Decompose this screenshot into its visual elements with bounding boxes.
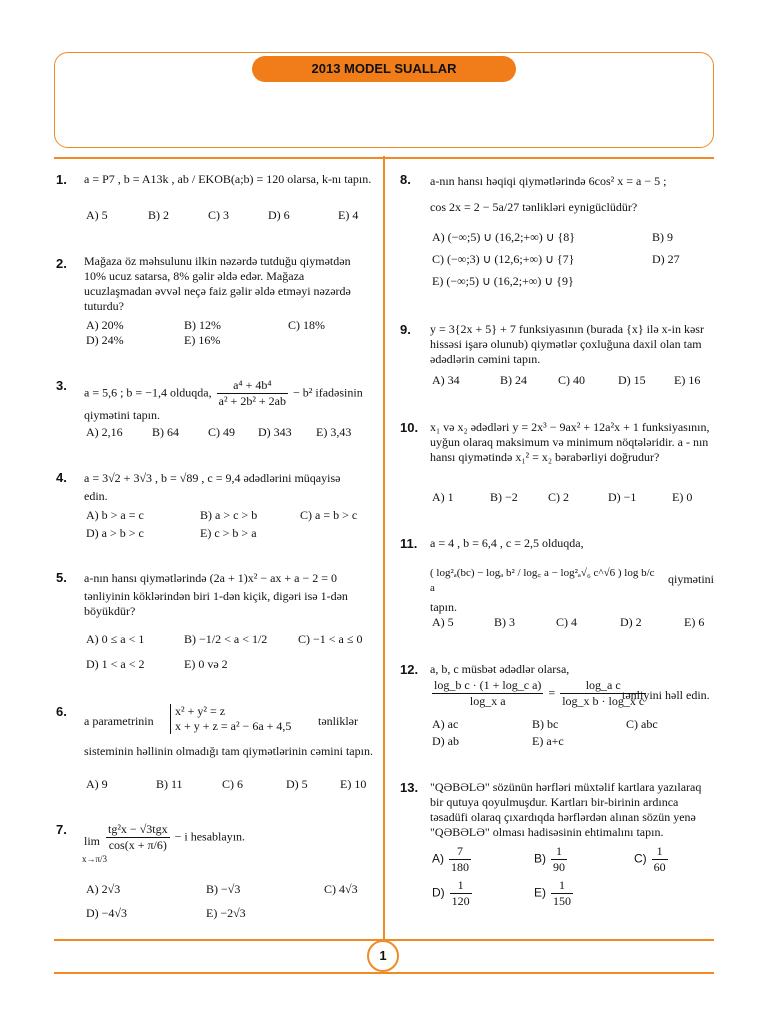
question-text: x₁ və x₂ ədədləri y = 2x³ − 9ax² + 12a²x + 1 funksiyasının, uyğun olaraq maksimum və minimum nöqtələridir. a - nın hansı qiymətində x₁² = x₂ bərabərliyi doğrudur? [430, 420, 710, 464]
question-text: tənliyini həll edin. [622, 688, 710, 702]
answer-option: D) 2 [620, 615, 642, 629]
fraction-numerator: a⁴ + 4b⁴ [217, 378, 288, 394]
fraction-numerator: log_a c [560, 678, 646, 694]
question-text: edin. [84, 489, 108, 503]
fraction [106, 822, 170, 853]
page-title: 2013 MODEL SUALLAR [252, 56, 516, 82]
answer-option: A) 5 [432, 615, 454, 629]
fraction [551, 878, 573, 909]
answer-option: E) 0 və 2 [184, 657, 228, 671]
answer-option: B) −1/2 < a < 1/2 [184, 632, 268, 646]
question-text: tapın. [430, 600, 457, 614]
answer-option: E) 3,43 [316, 425, 352, 439]
answer-option: A) 5 [86, 208, 108, 222]
answer-option: C) 49 [208, 425, 235, 439]
answer-option: C) 4 [556, 615, 577, 629]
answer-option: B) 24 [500, 373, 527, 387]
answer-option: B) −2 [490, 490, 518, 504]
answer-option: D) 1 < a < 2 [86, 657, 145, 671]
answer-option: D) 6 [268, 208, 290, 222]
equation-system [170, 704, 291, 734]
fraction-denominator: 180 [451, 860, 469, 874]
question-number: 9. [400, 322, 411, 337]
answer-option: C) 3 [208, 208, 229, 222]
fraction-denominator: a² + 2b² + 2ab [218, 394, 287, 408]
answer-option: D) −4√3 [86, 906, 128, 920]
question-number: 10. [400, 420, 419, 435]
answer-option: D) 27 [652, 252, 680, 266]
answer-option: A) 0 ≤ a < 1 [86, 632, 145, 646]
answer-option: C) (−∞;3) ∪ (12,6;+∞) ∪ {7} [432, 252, 575, 266]
answer-option: A) 2,16 [86, 425, 123, 439]
fraction-numerator: 1 [450, 878, 472, 894]
answer-option: E) 10 [340, 777, 367, 791]
answer-option: E) 16 [674, 373, 701, 387]
question-text: tənliyinin köklərindən biri 1-dən kiçik, digəri isə 1-dən böyükdür? [84, 589, 348, 618]
answer-option: C) −1 < a ≤ 0 [298, 632, 363, 646]
question-number: 2. [56, 256, 67, 271]
answer-option: A) ac [432, 717, 459, 731]
fraction-denominator: 60 [653, 860, 666, 874]
answer-option: D) ab [432, 734, 459, 748]
answer-option: E) 4 [338, 208, 359, 222]
limit-symbol: lim [84, 834, 101, 848]
question-number: 12. [400, 662, 419, 677]
answer-option [432, 844, 473, 875]
answer-option [534, 844, 569, 875]
fraction [551, 844, 567, 875]
question-text: tənliklər [318, 714, 358, 728]
question-text: cos 2x = 2 − 5a/27 tənlikləri eynigüclüdür? [430, 200, 638, 214]
answer-option: B) 11 [156, 777, 183, 791]
question-text: Mağaza öz məhsulunu ilkin nəzərdə tutduğu qiymətdən 10% ucuz satarsa, 8% gəlir əldə edər. Mağaza ucuzlaşmadan əvvəl neçə faiz gəlir əldə etməyi nəzərdə tuturdu? [84, 254, 351, 313]
answer-option [634, 844, 670, 875]
question-text: a = 3√2 + 3√3 , b = √89 , c = 9,4 ədədlərini müqayisə [84, 471, 341, 485]
option-label: D) [432, 885, 445, 900]
question-text [104, 822, 245, 853]
answer-option: C) 2 [548, 490, 569, 504]
fraction-denominator: log_x b · log_x c [562, 694, 645, 708]
option-label: E) [534, 885, 546, 900]
question-number: 4. [56, 470, 67, 485]
question-text: sisteminin həllinin olmadığı tam qiymətlərinin cəmini tapın. [84, 744, 373, 758]
question-text: a-nın hansı qiymətlərində (2a + 1)x² − ax + a − 2 = 0 [84, 571, 338, 585]
fraction-denominator: 150 [553, 894, 571, 908]
question-text-part: − i hesablayın. [174, 829, 246, 844]
answer-option: D) −1 [608, 490, 637, 504]
option-label: C) [634, 851, 647, 866]
question-number: 3. [56, 378, 67, 393]
answer-option: A) 20% [86, 318, 124, 332]
answer-option: A) 1 [432, 490, 454, 504]
answer-option: B) 12% [184, 318, 221, 332]
equation: $\frac{\text{log\_b c · (1 + log\_c a)}}{\text{log\_x a}}$ = $\frac{\text{log\_a c}}{\text{log\_x b · log\_x c}}$ [434, 678, 645, 708]
fraction-numerator: 1 [652, 844, 668, 860]
question-text-part: − b² ifadəsinin [293, 385, 363, 400]
fraction-denominator: 120 [451, 894, 470, 908]
question-text: y = 3{2x + 5} + 7 funksiyasının (burada {x} ilə x-in kəsr hissəsi işarə olunub) qiymətlər çoxluğuna daxil olan tam ədədlərin cəmini tapın. [430, 322, 704, 366]
fraction-numerator: 1 [551, 844, 567, 860]
answer-option: C) 18% [288, 318, 325, 332]
question-text: qiymətini tapın. [84, 408, 160, 422]
answer-option: E) 0 [672, 490, 693, 504]
answer-option: B) 64 [152, 425, 179, 439]
question-text: "QƏBƏLƏ" sözünün hərfləri müxtəlif kartlara yazılaraq bir qutuya qoyulmuşdur. Kartları bir-birinin ardınca təsadüfi olaraq çıxardıqda hərflərdən alınan sözün yenə "QƏBƏLƏ" olması hadisəsinin ehtimalını tapın. [430, 780, 702, 839]
footer-divider-bottom [54, 972, 714, 974]
question-text: a parametrinin [84, 714, 154, 728]
question-number: 7. [56, 822, 67, 837]
answer-option: C) a = b > c [300, 508, 358, 522]
answer-option: A) 2√3 [86, 882, 121, 896]
answer-option: E) c > b > a [200, 526, 257, 540]
answer-option: B) a > c > b [200, 508, 258, 522]
question-text: a = 4 , b = 6,4 , c = 2,5 olduqda, [430, 536, 584, 550]
top-divider [54, 157, 714, 159]
equation-line: x + y + z = a² − 6a + 4,5 [175, 719, 292, 733]
question-number: 1. [56, 172, 67, 187]
option-label: A) [432, 851, 444, 866]
answer-option: B) 9 [652, 230, 673, 244]
math-expression: ( log²ₐ(bc) − logₐ b² / log꜀ a − log²ₐ√₆ c^√6 ) log b/c a [430, 567, 655, 594]
question-text: a, b, c müsbət ədədlər olarsa, [430, 662, 570, 676]
fraction-denominator: 90 [553, 860, 565, 874]
question-text: qiymətini [668, 572, 714, 586]
fraction-numerator: 7 [449, 844, 471, 860]
fraction [217, 378, 288, 409]
answer-option: B) 3 [494, 615, 515, 629]
fraction-numerator: log_b c · (1 + log_c a) [434, 678, 542, 692]
page-number: 1 [367, 940, 399, 972]
answer-option: B) bc [532, 717, 559, 731]
answer-option [534, 878, 575, 909]
fraction-denominator: cos(x + π/6) [108, 838, 167, 852]
answer-option: A) 9 [86, 777, 108, 791]
fraction-numerator: 1 [551, 878, 573, 894]
fraction [652, 844, 668, 875]
question-text: a = P7 , b = A13k , ab / EKOB(a;b) = 120 olarsa, k-nı tapın. [84, 172, 372, 186]
answer-option: C) 6 [222, 777, 243, 791]
fraction-denominator: log_x a [469, 694, 506, 708]
answer-option: D) 343 [258, 425, 292, 439]
fraction-numerator: tg²x − √3tgx [108, 822, 168, 836]
column-divider [383, 156, 385, 942]
answer-option: D) 5 [286, 777, 308, 791]
question-number: 6. [56, 704, 67, 719]
question-number: 5. [56, 570, 67, 585]
question-number: 8. [400, 172, 411, 187]
answer-option: D) 15 [618, 373, 646, 387]
answer-option: B) −√3 [206, 882, 241, 896]
answer-option: D) a > b > c [86, 526, 144, 540]
answer-option: B) 2 [148, 208, 169, 222]
answer-option: E) (−∞;5) ∪ (16,2;+∞) ∪ {9} [432, 274, 574, 288]
fraction [449, 844, 471, 875]
question-number: 11. [400, 536, 418, 551]
answer-option: C) 4√3 [324, 882, 358, 896]
question-number: 13. [400, 780, 419, 795]
answer-option: C) 40 [558, 373, 585, 387]
answer-option: D) 24% [86, 333, 124, 347]
question-text-part: a = 5,6 ; b = −1,4 olduqda, [84, 385, 212, 400]
answer-option: E) 6 [684, 615, 705, 629]
equation-line: x² + y² = z [175, 704, 226, 718]
fraction [432, 678, 543, 709]
limit-subscript: x→π/3 [82, 854, 108, 864]
answer-option [432, 878, 474, 909]
option-label: B) [534, 851, 546, 866]
question-text: a-nın hansı həqiqi qiymətlərində 6cos² x = a − 5 ; [430, 174, 667, 188]
fraction [450, 878, 472, 909]
answer-option: E) 16% [184, 333, 221, 347]
answer-option: E) a+c [532, 734, 564, 748]
answer-option: E) −2√3 [206, 906, 246, 920]
answer-option: A) b > a = c [86, 508, 144, 522]
answer-option: A) 34 [432, 373, 460, 387]
answer-option: C) abc [626, 717, 658, 731]
answer-option: A) (−∞;5) ∪ (16,2;+∞) ∪ {8} [432, 230, 576, 244]
question-text [84, 378, 384, 409]
